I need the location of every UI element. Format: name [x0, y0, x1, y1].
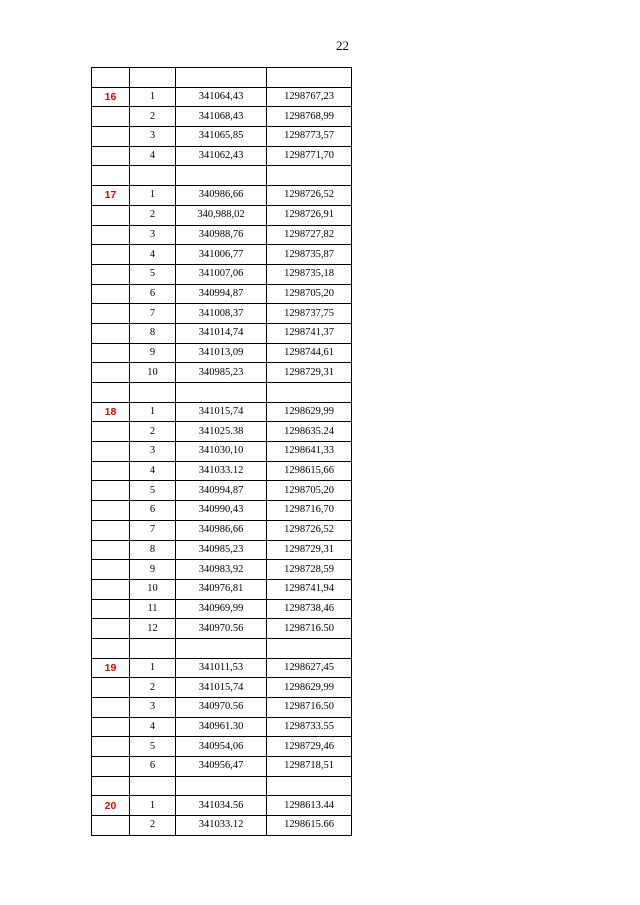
empty-cell [92, 146, 130, 166]
x-coordinate: 341011,53 [176, 658, 267, 678]
table-row [92, 343, 352, 363]
empty-cell [92, 127, 130, 147]
empty-cell [92, 107, 130, 127]
x-coordinate: 340986,66 [176, 186, 267, 206]
x-coordinate: 340983,92 [176, 560, 267, 580]
point-number: 4 [130, 461, 176, 481]
y-coordinate: 1298629,99 [267, 678, 352, 698]
point-number: 2 [130, 422, 176, 442]
table-row [92, 107, 352, 127]
y-coordinate: 1298627,45 [267, 658, 352, 678]
table-row [92, 757, 352, 777]
point-number: 3 [130, 127, 176, 147]
table-row [92, 560, 352, 580]
y-coordinate: 1298716,70 [267, 501, 352, 521]
x-coordinate: 341015,74 [176, 402, 267, 422]
separator-row [92, 638, 352, 658]
x-coordinate: 340970.56 [176, 619, 267, 639]
y-coordinate: 1298726,91 [267, 205, 352, 225]
empty-cell [92, 520, 130, 540]
y-coordinate: 1298615.66 [267, 816, 352, 836]
plot-id: 20 [92, 796, 130, 816]
y-coordinate: 1298641,33 [267, 442, 352, 462]
empty-cell [92, 698, 130, 718]
empty-cell [92, 776, 130, 796]
y-coordinate: 1298771,70 [267, 146, 352, 166]
table-row [92, 520, 352, 540]
table-row [92, 461, 352, 481]
point-number: 1 [130, 186, 176, 206]
empty-cell [92, 678, 130, 698]
empty-cell [92, 68, 130, 88]
table-row [92, 127, 352, 147]
empty-cell [267, 776, 352, 796]
coordinates-table-body [92, 68, 352, 836]
y-coordinate: 1298635.24 [267, 422, 352, 442]
x-coordinate: 340961.30 [176, 717, 267, 737]
point-number: 1 [130, 87, 176, 107]
empty-cell [92, 579, 130, 599]
empty-cell [176, 166, 267, 186]
y-coordinate: 1298727,82 [267, 225, 352, 245]
point-number: 1 [130, 658, 176, 678]
table-row [92, 146, 352, 166]
empty-cell [92, 638, 130, 658]
x-coordinate: 340,988,02 [176, 205, 267, 225]
empty-cell [176, 68, 267, 88]
table-row [92, 245, 352, 265]
table-row [92, 402, 352, 422]
table-row [92, 442, 352, 462]
y-coordinate: 1298705,20 [267, 481, 352, 501]
x-coordinate: 341030,10 [176, 442, 267, 462]
x-coordinate: 341033.12 [176, 461, 267, 481]
empty-cell [92, 166, 130, 186]
x-coordinate: 340994,87 [176, 481, 267, 501]
separator-row [92, 383, 352, 403]
y-coordinate: 1298726,52 [267, 186, 352, 206]
point-number: 4 [130, 146, 176, 166]
empty-cell [267, 166, 352, 186]
table-row [92, 658, 352, 678]
table-row [92, 816, 352, 836]
y-coordinate: 1298705,20 [267, 284, 352, 304]
empty-cell [267, 638, 352, 658]
y-coordinate: 1298735,18 [267, 264, 352, 284]
point-number: 5 [130, 264, 176, 284]
x-coordinate: 341068,43 [176, 107, 267, 127]
empty-cell [92, 481, 130, 501]
empty-cell [92, 717, 130, 737]
x-coordinate: 340956,47 [176, 757, 267, 777]
empty-cell [92, 323, 130, 343]
point-number: 9 [130, 560, 176, 580]
y-coordinate: 1298741,37 [267, 323, 352, 343]
point-number: 1 [130, 402, 176, 422]
table-row [92, 540, 352, 560]
table-row [92, 422, 352, 442]
x-coordinate: 341013,09 [176, 343, 267, 363]
empty-cell [267, 68, 352, 88]
empty-cell [92, 343, 130, 363]
table-row [92, 678, 352, 698]
x-coordinate: 340985,23 [176, 363, 267, 383]
y-coordinate: 1298613.44 [267, 796, 352, 816]
x-coordinate: 341008,37 [176, 304, 267, 324]
empty-cell [176, 776, 267, 796]
x-coordinate: 341006,77 [176, 245, 267, 265]
separator-row [92, 166, 352, 186]
x-coordinate: 340986,66 [176, 520, 267, 540]
y-coordinate: 1298744,61 [267, 343, 352, 363]
point-number: 4 [130, 245, 176, 265]
empty-cell [92, 245, 130, 265]
empty-cell [92, 816, 130, 836]
x-coordinate: 341015,74 [176, 678, 267, 698]
y-coordinate: 1298615,66 [267, 461, 352, 481]
y-coordinate: 1298718,51 [267, 757, 352, 777]
point-number: 9 [130, 343, 176, 363]
empty-cell [267, 383, 352, 403]
separator-row [92, 776, 352, 796]
point-number: 3 [130, 225, 176, 245]
y-coordinate: 1298737,75 [267, 304, 352, 324]
empty-cell [130, 776, 176, 796]
empty-cell [92, 757, 130, 777]
point-number: 2 [130, 205, 176, 225]
x-coordinate: 341065,85 [176, 127, 267, 147]
point-number: 7 [130, 520, 176, 540]
empty-cell [92, 304, 130, 324]
y-coordinate: 1298716.50 [267, 698, 352, 718]
point-number: 1 [130, 796, 176, 816]
y-coordinate: 1298629,99 [267, 402, 352, 422]
y-coordinate: 1298729,31 [267, 363, 352, 383]
empty-cell [92, 225, 130, 245]
table-row [92, 363, 352, 383]
empty-cell [92, 461, 130, 481]
point-number: 8 [130, 323, 176, 343]
empty-cell [92, 619, 130, 639]
x-coordinate: 340985,23 [176, 540, 267, 560]
empty-cell [92, 501, 130, 521]
table-row [92, 186, 352, 206]
y-coordinate: 1298728,59 [267, 560, 352, 580]
x-coordinate: 340988,76 [176, 225, 267, 245]
table-row [92, 481, 352, 501]
point-number: 10 [130, 363, 176, 383]
empty-cell [92, 284, 130, 304]
y-coordinate: 1298738,46 [267, 599, 352, 619]
point-number: 5 [130, 481, 176, 501]
empty-cell [176, 638, 267, 658]
table-row [92, 87, 352, 107]
y-coordinate: 1298716.50 [267, 619, 352, 639]
empty-cell [92, 363, 130, 383]
table-row [92, 284, 352, 304]
plot-id: 19 [92, 658, 130, 678]
table-row [92, 737, 352, 757]
table-row [92, 501, 352, 521]
plot-id: 16 [92, 87, 130, 107]
x-coordinate: 341064,43 [176, 87, 267, 107]
separator-row [92, 68, 352, 88]
table-row [92, 796, 352, 816]
empty-cell [130, 68, 176, 88]
point-number: 2 [130, 107, 176, 127]
empty-cell [176, 383, 267, 403]
table-row [92, 205, 352, 225]
y-coordinate: 1298767,23 [267, 87, 352, 107]
table-row [92, 599, 352, 619]
x-coordinate: 341025.38 [176, 422, 267, 442]
empty-cell [92, 560, 130, 580]
x-coordinate: 341062,43 [176, 146, 267, 166]
point-number: 8 [130, 540, 176, 560]
point-number: 3 [130, 442, 176, 462]
x-coordinate: 340976,81 [176, 579, 267, 599]
empty-cell [92, 442, 130, 462]
table-row [92, 304, 352, 324]
coordinates-table [91, 67, 352, 836]
empty-cell [92, 737, 130, 757]
empty-cell [130, 638, 176, 658]
y-coordinate: 1298729,31 [267, 540, 352, 560]
x-coordinate: 341007,06 [176, 264, 267, 284]
empty-cell [130, 166, 176, 186]
empty-cell [92, 422, 130, 442]
point-number: 2 [130, 816, 176, 836]
x-coordinate: 340994,87 [176, 284, 267, 304]
plot-id: 17 [92, 186, 130, 206]
point-number: 11 [130, 599, 176, 619]
y-coordinate: 1298768,99 [267, 107, 352, 127]
x-coordinate: 340969,99 [176, 599, 267, 619]
y-coordinate: 1298726,52 [267, 520, 352, 540]
table-row [92, 717, 352, 737]
point-number: 7 [130, 304, 176, 324]
empty-cell [92, 540, 130, 560]
x-coordinate: 341014,74 [176, 323, 267, 343]
y-coordinate: 1298741,94 [267, 579, 352, 599]
empty-cell [92, 383, 130, 403]
y-coordinate: 1298735,87 [267, 245, 352, 265]
x-coordinate: 341033.12 [176, 816, 267, 836]
point-number: 6 [130, 284, 176, 304]
x-coordinate: 340990,43 [176, 501, 267, 521]
y-coordinate: 1298733.55 [267, 717, 352, 737]
x-coordinate: 341034.56 [176, 796, 267, 816]
point-number: 12 [130, 619, 176, 639]
empty-cell [92, 599, 130, 619]
table-row [92, 579, 352, 599]
point-number: 2 [130, 678, 176, 698]
table-row [92, 225, 352, 245]
point-number: 3 [130, 698, 176, 718]
x-coordinate: 340970.56 [176, 698, 267, 718]
table-row [92, 323, 352, 343]
table-row [92, 619, 352, 639]
table-row [92, 698, 352, 718]
plot-id: 18 [92, 402, 130, 422]
point-number: 4 [130, 717, 176, 737]
table-row [92, 264, 352, 284]
point-number: 5 [130, 737, 176, 757]
y-coordinate: 1298729,46 [267, 737, 352, 757]
empty-cell [92, 205, 130, 225]
point-number: 6 [130, 501, 176, 521]
page-number: 22 [336, 38, 349, 53]
point-number: 10 [130, 579, 176, 599]
y-coordinate: 1298773,57 [267, 127, 352, 147]
x-coordinate: 340954,06 [176, 737, 267, 757]
empty-cell [92, 264, 130, 284]
point-number: 6 [130, 757, 176, 777]
empty-cell [130, 383, 176, 403]
